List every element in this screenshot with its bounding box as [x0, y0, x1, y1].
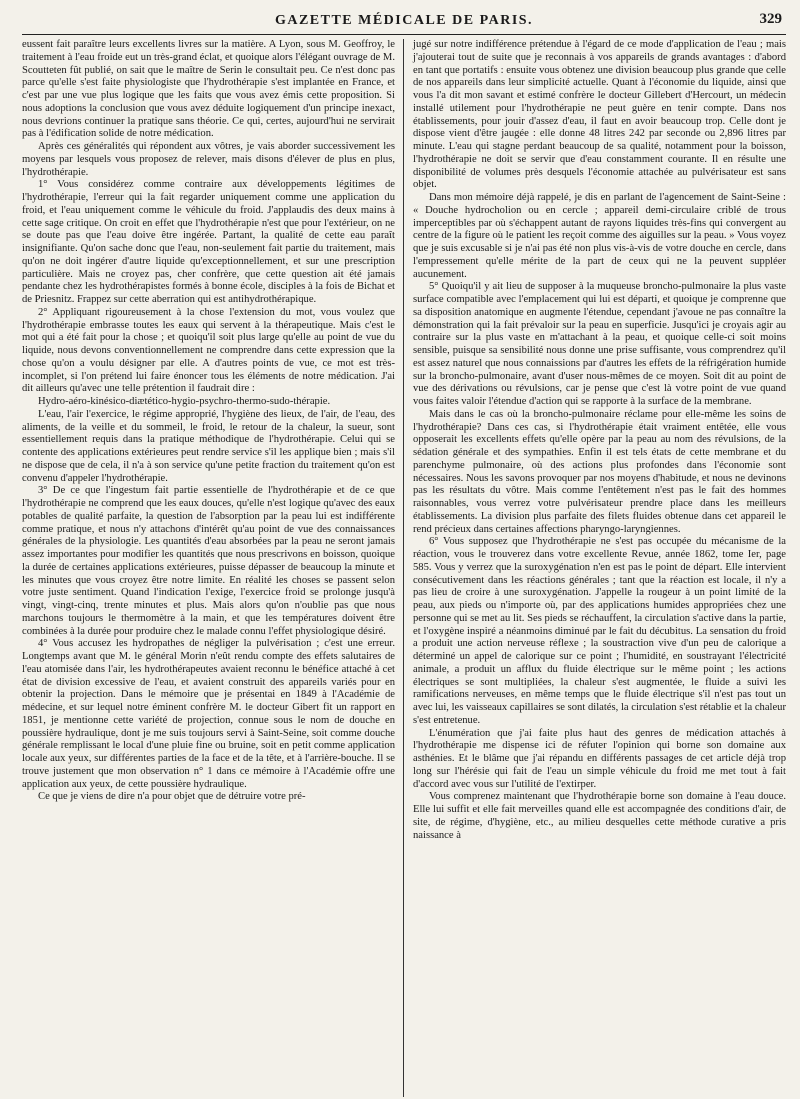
paragraph: 6° Vous supposez que l'hydrothérapie ne s'est pas occupée du mécanisme de la réaction, vous le trouverez dans votre excellente Revue, année 1862, tome Ier, page 585. Vous y verrez que la suroxygénation n'en est pas le point de départ. Elle intervient consécutivement dans les réactions générales ; tant que la réaction est locale, il n'y a pas lieu de croire à une suroxygénation. J'appelle la rougeur à un point limité de la peau, aux pieds ou n'importe où, par des applications humides appropriées chez une personne qui se met au lit. Ses pieds se réchauffent, la circulation s'active dans la partie, et l'oxygène inspiré a néanmoins diminué par le fait du décubitus. La sensation du froid a produit une action nerveuse réflexe ; la soustraction vive d'un peu de calorique a déterminé un appel de calorique sur ce point ; l'humidité, en soustrayant l'électricité animale, a produit un afflux du fluide électrique sur le même point ; les actions électriques se sont multipliées, la chaleur s'est augmentée, le fluide a suivi les ramifications nerveuses, en même temps que le fluide électrique s'il n'est pas tout un avec lui, les vaisseaux capillaires se sont dilatés, la circulation s'est rétablie et la chaleur s'est entretenue. [413, 536, 786, 726]
paragraph: Vous comprenez maintenant que l'hydrothérapie borne son domaine à l'eau douce. Elle lui suffit et elle fait merveilles quand elle est accompagnée des conditions d'air, de site, de régime, d'hygiène, etc., au milieu desquelles cette méthode curative a pris naissance à [413, 791, 786, 841]
paragraph: Dans mon mémoire déjà rappelé, je dis en parlant de l'agencement de Saint-Seine : « Douche hydrocholion ou en cercle ; appareil demi-circulaire criblé de trous imperceptibles par où s'échappent autant de rayons liquides très-fins qui convergent au centre de la figure où le patient les reçoit comme des aiguilles sur la peau. » Vous voyez que je suis excusable si je n'ai pas été non plus vis-à-vis de votre douche en cercle, dans l'empressement qu'elle mérite de la part de ceux qui ne la peuvent suppléer aucunement. [413, 192, 786, 280]
paragraph: L'eau, l'air l'exercice, le régime approprié, l'hygiène des lieux, de l'air, de l'eau, des aliments, de la veille et du sommeil, le froid, le retour de la chaleur, la sueur, sont essentiellement requis dans la pratique méthodique de l'hydrothérapie. Celui qui se contente des applications extérieures peut rendre service s'il les applique bien ; mais s'il ne dispose que de cela, il n'a à son service qu'une petite fraction du traitement qu'on est convenu d'appeler l'hydrothérapie. [22, 408, 395, 484]
paragraph: 4° Vous accusez les hydropathes de négliger la pulvérisation ; c'est une erreur. Longtemps avant que M. le général Morin n'eût rendu compte des effets salutaires de l'eau atomisée dans l'air, les hydrothérapeutes avaient reconnu le bénéfice attaché à cet état de division excessive de l'eau, et avaient construit des appareils variés pour en obtenir la projection. Dans le mémoire que je présentai en 1849 à l'Académie de médecine, et sur lequel notre éminent confrère M. le docteur Gibert fit un rapport en 1851, je mentionne cette variété de projection, connue sous le nom de douche en poussière hydraulique, dont je me suis toujours servi à Saint-Seine, soit comme douche générale remplissant le local d'une pluie fine ou bruine, soit en petit comme application locale aux yeux, sur différentes parties de la face et de la tête, et à l'arrière-bouche. Il se trouve justement que mon observation n° 1 dans ce mémoire à l'Académie offre une application aux yeux, de cette poussière hydraulique. [22, 638, 395, 790]
paragraph: Hydro-aéro-kinésico-diætético-hygio-psychro-thermo-sudo-thérapie. [38, 396, 331, 407]
paragraph: 2° Appliquant rigoureusement à la chose l'extension du mot, vous voulez que l'hydrothérapie embrasse toutes les eaux qui servent à la thérapeutique. Mais c'est le mot qui a été fait pour la chose ; et quoiqu'il soit plus large qu'elle au point de vue du liquide, nous devons conventionnellement ne comprendre dans cette expression que la chose qu'on a voulu désigner par elle. A d'autres points de vue, ce mot est très-incomplet, si l'on prétend lui faire énoncer tous les éléments de notre médication. J'ai dit ailleurs qu'avec une telle prétention il faudrait dire : [22, 306, 395, 395]
paragraph: 1° Vous considérez comme contraire aux développements légitimes de l'hydrothérapie, l'erreur qui la fait regarder uniquement comme une application du froid, et l'eau uniquement comme le véhicule du froid. J'applaudis des deux mains à cette sage critique. On croit en effet que l'hydrothérapie n'est que pour l'extérieur, on ne se doute pas que l'eau doive être ingérée. Partant, la qualité de cette eau paraît insignifiante. Qu'on sache donc que l'eau, non-seulement fait partie du traitement, mais qu'on ne doit ingérer d'autre liquide qu'exceptionnellement, et sur une prescription particulière. Mais ne croyez pas, cher confrère, que cette question ait été jamais pendante chez les hydrothérapistes formés à bonne école, disciples à la fois de Bichat et de Priesnitz. Frappez sur cette aberration qui est antihydrothérapique. [22, 179, 395, 305]
page-number: 329 [759, 11, 782, 27]
paragraph: jugé sur notre indifférence prétendue à l'égard de ce mode d'application de l'eau ; mais j'ajouterai tout de suite que je reconnais à vos appareils de grands avantages : d'abord en tant que portatifs : ensuite vous obtenez une division beaucoup plus grande que celle de nos appareils dans leur simplicité actuelle. Quant à l'économie du liquide, ainsi que vous l'a dit mon savant et estimé confrère le docteur Gillebert d'Hercourt, un médecin installé utilement pour l'hydrothérapie ne peut guère en tenir compte. Dans nos établissements, pour jouir d'assez d'eau, il faut en avoir beaucoup trop. Celle dont je dispose vient d'être jaugée : elle donne 48 litres 242 par seconde ou 2,896 litres par minute. L'eau qui stagne perdant beaucoup de sa qualité, notamment pour la boisson, l'hydrothérapie ne doit se servir que d'eau constamment courante. Il en résulte une disponibilité de volumes près desquels l'économie attachée au pulvérisateur est sans objet. [413, 39, 786, 191]
left-column [22, 39, 404, 1097]
paragraph: Ce que je viens de dire n'a pour objet que de détruire votre pré- [38, 791, 306, 803]
text-columns [22, 39, 786, 1097]
paragraph: Mais dans le cas où la broncho-pulmonaire réclame pour elle-même les soins de l'hydrothérapie? Dans ces cas, si l'hydrothérapie était vraiment entêtée, elle vous opposerait les excellents effets qu'elle opère par la peau au nom des révulsions, de la sédation générale et des sympathies. Enfin il est tels états de cette membrane et du parenchyme pulmonaire, où des actions plus profondes dans l'économie sont nécessaires. Nous les savons provoquer par nos moyens d'habitude, et nous ne devinons pas les résultats du vôtre. Mais comme l'entêtement n'est pas le fait des hommes raisonnables, vous verrez votre pulvérisateur prendre place dans les meilleurs établissements. La division plus parfaite des filets fluides obtenue dans cet appareil le rend précieux dans certaines affections pharyngo-laryngiennes. [413, 408, 786, 535]
paragraph: L'énumération que j'ai faite plus haut des genres de médication attachés à l'hydrothérapie me dispense ici de réfuter l'opinion qui borne son domaine aux asthénies. Et le blâme que j'ai répandu en différents passages de cet article déjà trop long sur l'hérésie qui fait de l'eau un simple véhicule du froid me met tout à fait d'accord avec vous sur l'utilité de l'extirper. [413, 727, 786, 790]
right-column [404, 39, 786, 1097]
journal-title: GAZETTE MÉDICALE DE PARIS. [274, 13, 534, 28]
paragraph: eussent fait paraître leurs excellents livres sur la matière. A Lyon, sous M. Geoffroy, le traitement à l'eau froide eut un très-grand éclat, et quoique alors l'élégant ouvrage de M. Scoutteten fût publié, on sait que le maître de Serin le consultait peu. Ce n'est donc pas parce qu'elle s'est faite physiologiste que l'hydrothérapie s'est implantée en France, et c'est par une vue plus logique que les faits que vous avez émis cette proposition. Si nous adoptions la conclusion que vous avez déduite logiquement d'un principe inexact, nous devrions continuer la pratique sans théorie. Ce qui, certes, aujourd'hui ne servirait pas à l'édification solide de notre médication. [22, 39, 395, 140]
page-header [22, 8, 786, 35]
paragraph: 3° De ce que l'ingestum fait partie essentielle de l'hydrothérapie et de ce que l'hydrothérapie ne comprend que les eaux douces, qu'elle n'est logique qu'avec des eaux potables de qualité parfaite, la question de l'absorption par la peau lui est indifférente comme pratique, et nous n'y attachons d'intérêt qu'au point de vue des connaissances générales de la physiologie. Les quantités d'eau absorbées par la peau ne seront jamais assez importantes pour modifier les quantités que nous prescrivons en boisson, quoique la durée de certaines applications extérieures, puisse dépasser de beaucoup la minute et les minutes que vous croyez être notre limite. En réalité les choses se passent selon votre juste sentiment. Quand l'indication l'exige, l'exercice froid se prolonge jusqu'à vingt, vingt-cinq, trente minutes et plus. Mais alors qu'on n'oublie pas que nous marchons toujours le thermomètre à la main, et que les températures doivent être combinées à la durée pour produire chez le malade connu l'effet physiologique désiré. [22, 485, 395, 637]
paragraph: Après ces généralités qui répondent aux vôtres, je vais aborder successivement les moyens par lesquels vous proposez de relever, mais disons d'élever de plus en plus, l'hydrothérapie. [22, 141, 395, 178]
paragraph: 5° Quoiqu'il y ait lieu de supposer à la muqueuse broncho-pulmonaire la plus vaste surface compatible avec l'emplacement qui lui est départi, et quoique je comprenne que sa disposition anatomique en augmente l'étendue, cependant j'avoue ne pas connaître la démonstration qui la fait prévaloir sur la peau en superficie. Jusqu'ici je croyais agir au contraire sur la plus vaste en m'attachant à la peau, et quoique celle-ci soit moins sensible, puisque sa sensibilité nous donne une prise suffisante, vous comprendrez qu'il est assez naturel que nous connaissions par d'autres les effets de la réfrigération humide sur la broncho-pulmonaire, avant d'user nous-mêmes de ce moyen. Soit dit au point de vue des dérivations ou révulsions, car je pense que c'est là votre point de vue quand vous faites valoir l'étendue d'action qui se rapporte à la surface de la membrane. [413, 281, 786, 407]
